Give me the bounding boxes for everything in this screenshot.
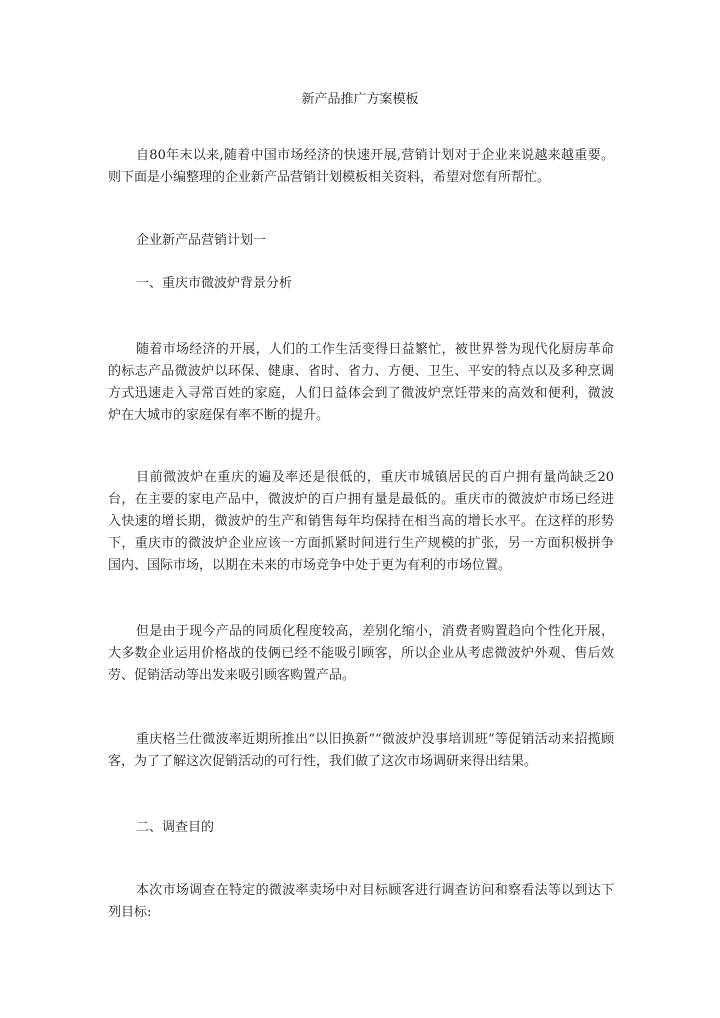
section1-heading: 一、重庆市微波炉背景分析	[136, 276, 293, 291]
section1-paragraph-2: 目前微波炉在重庆的遍及率还是很低的，重庆市城镇居民的百户拥有量尚缺乏20台，在主要的家电产品中，微波炉的百户拥有量是最低的。重庆市的微波炉市场已经进入快速的增长期，微波炉的生产和销售每年均保持在相当高的增长水平。在这样的形势下，重庆市的微波炉企业应该一方面抓紧时间进行生产规模的扩张，另一方面积极拼争国内、国际市场，以期在未来的市场竞争中处于更为有利的市场位置。	[108, 470, 614, 573]
section1-paragraph-4: 重庆格兰仕微波率近期所推出“以旧换新”“微波炉没事培训班”等促销活动来招揽顾客，为了了解这次促销活动的可行性，我们做了这次市场调研来得出结果。	[108, 732, 614, 769]
section1-paragraph-3: 但是由于现今产品的同质化程度较高，差别化缩小，消费者购置趋向个性化开展，大多数企业运用价格战的伎俩已经不能吸引顾客，所以企业从考虑微波炉外观、售后效劳、促销活动等出发来吸引顾客购置产品。	[108, 624, 614, 683]
document-title: 新产品推广方案模板	[301, 92, 419, 107]
intro-paragraph: 自80年末以来,随着中国市场经济的快速开展,营销计划对于企业来说越来越重要。则下面是小编整理的企业新产品营销计划模板相关资料，希望对您有所帮忙。	[108, 148, 614, 185]
plan-heading: 企业新产品营销计划一	[136, 233, 267, 248]
section1-paragraph-1: 随着市场经济的开展，人们的工作生活变得日益繁忙，被世界誉为现代化厨房革命的标志产品微波炉以环保、健康、省时、省力、方便、卫生、平安的特点以及多种烹调方式迅速走入寻常百姓的家庭，人们日益体会到了微波炉烹饪带来的高效和便利，微波炉在大城市的家庭保有率不断的提升。	[108, 342, 614, 423]
section2-paragraph: 本次市场调查在特定的微波率卖场中对目标顾客进行调查访问和察看法等以到达下列目标:	[108, 883, 614, 920]
section2-heading: 二、调查目的	[136, 820, 215, 835]
